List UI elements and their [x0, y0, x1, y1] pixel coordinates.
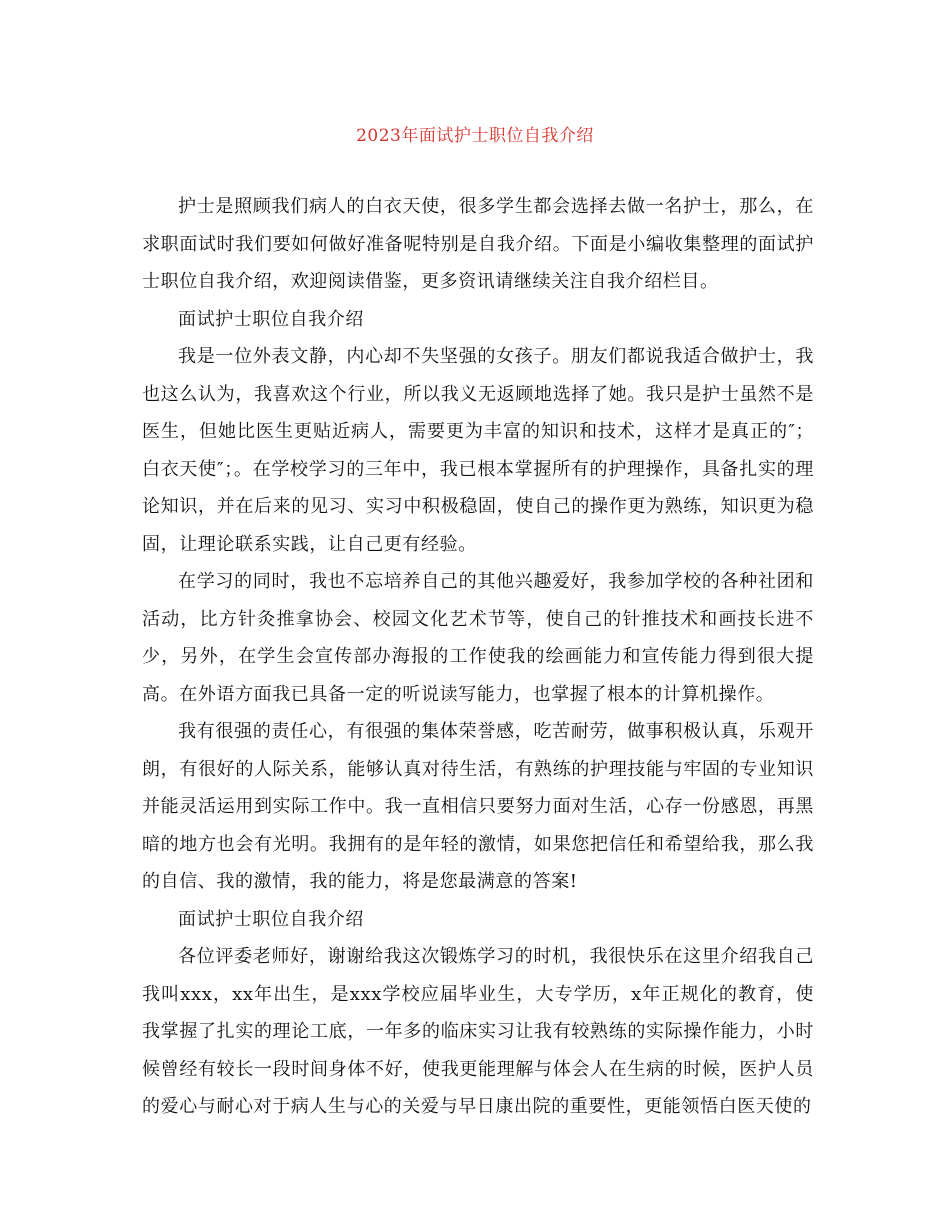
paragraph-2: 在学习的同时，我也不忘培养自己的其他兴趣爱好，我参加学校的各种社团和活动，比方针灸推拿协会、校园文化艺术节等，使自己的针推技术和画技长进不少，另外，在学生会宣传部办海报的工作使我的绘画能力和宣传能力得到很大提高。在外语方面我已具备一定的听说读写能力，也掌握了根本的计算机操作。	[142, 571, 814, 705]
intro-paragraph: 护士是照顾我们病人的白衣天使，很多学生都会选择去做一名护士，那么，在求职面试时我们要如何做好准备呢特别是自我介绍。下面是小编收集整理的面试护士职位自我介绍，欢迎阅读借鉴，更多资讯请继续关注自我介绍栏目。	[142, 196, 814, 292]
section-heading-2: 面试护士职位自我介绍	[178, 908, 364, 930]
section-heading-1: 面试护士职位自我介绍	[178, 308, 364, 330]
paragraph-1: 我是一位外表文静，内心却不失坚强的女孩子。朋友们都说我适合做护士，我也这么认为，我喜欢这个行业，所以我义无返顾地选择了她。我只是护士虽然不是医生，但她比医生更贴近病人，需要更为丰富的知识和技术，这样才是真正的″；白衣天使″；。在学校学习的三年中，我已根本掌握所有的护理操作，具备扎实的理论知识，并在后来的见习、实习中积极稳固，使自己的操作更为熟练，知识更为稳固，让理论联系实践，让自己更有经验。	[142, 346, 814, 555]
document-body	[142, 188, 814, 1126]
paragraph-3: 我有很强的责任心，有很强的集体荣誉感，吃苦耐劳，做事积极认真，乐观开朗，有很好的人际关系，能够认真对待生活，有熟练的护理技能与牢固的专业知识并能灵活运用到实际工作中。我一直相信只要努力面对生活，心存一份感恩，再黑暗的地方也会有光明。我拥有的是年轻的激情，如果您把信任和希望给我，那么我的自信、我的激情，我的能力，将是您最满意的答案!	[142, 721, 814, 892]
document-title: 2023年面试护士职位自我介绍	[356, 126, 594, 146]
paragraph-4: 各位评委老师好，谢谢给我这次锻炼学习的时机，我很快乐在这里介绍我自己我叫xxx，xx年出生，是xxx学校应届毕业生，大专学历，x年正规化的教育，使我掌握了扎实的理论工底，一年多的临床实习让我有较熟练的实际操作能力，小时候曾经有较长一段时间身体不好，使我更能理解与体会人在生病的时候，医护人员的爱心与耐心对于病人生与心的关爱与早日康出院的重要性，更能领悟白医天使的	[142, 946, 814, 1117]
